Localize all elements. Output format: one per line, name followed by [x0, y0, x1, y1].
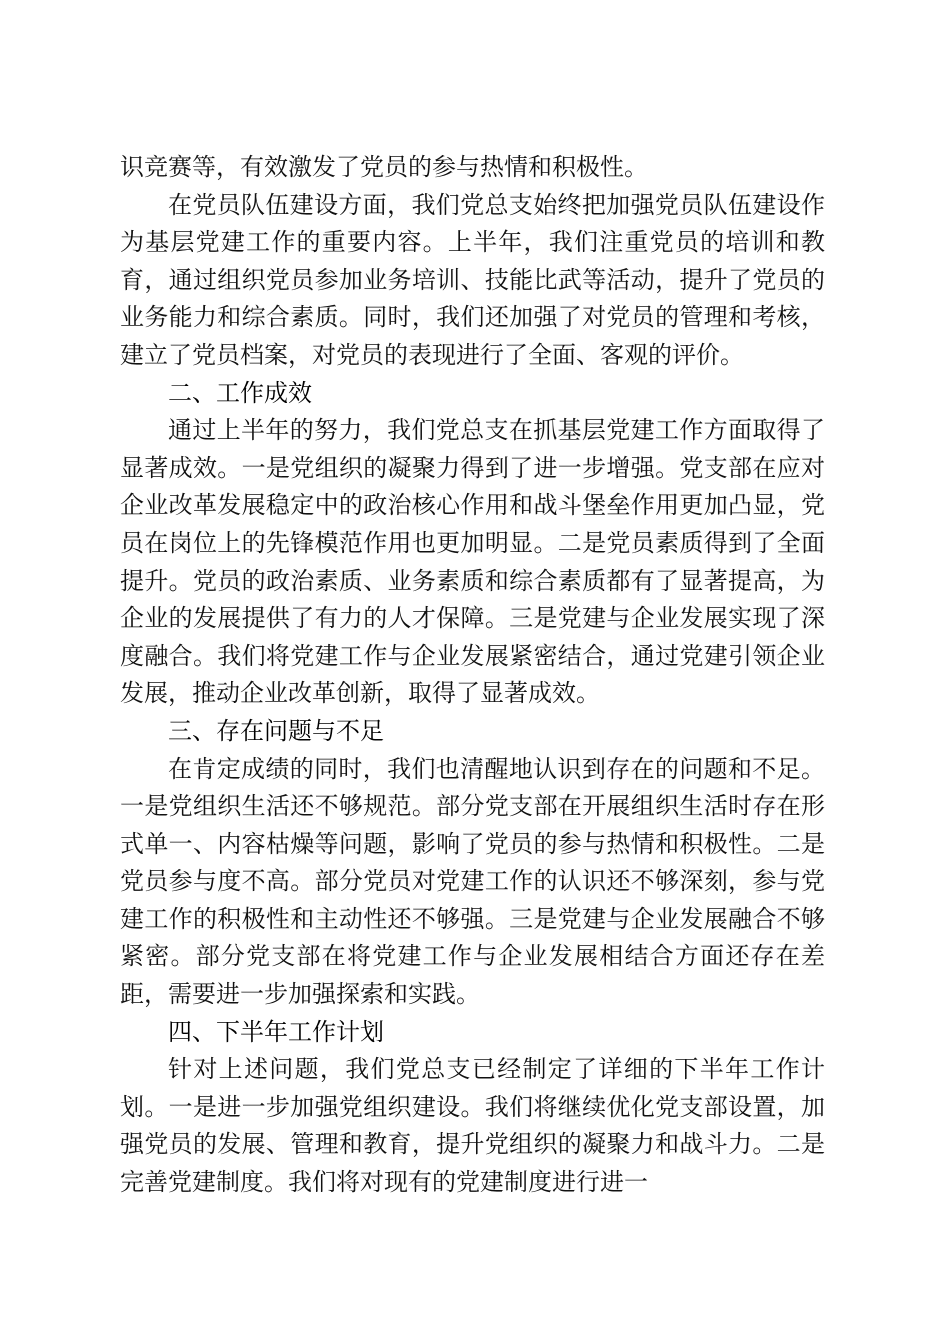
document-body [120, 149, 825, 1202]
section-heading-work-results: 二、工作成效 [168, 378, 312, 407]
paragraph-second-half-plan: 针对上述问题，我们党总支已经制定了详细的下半年工作计划。一是进一步加强党组织建设。我们将继续优化党支部设置，加强党员的发展、管理和教育，提升党组织的凝聚力和战斗力。二是完善党建制度。我们将对现有的党建制度进行进一 [120, 1055, 825, 1197]
paragraph-continuation: 识竞赛等，有效激发了党员的参与热情和积极性。 [120, 153, 648, 181]
paragraph-member-team-building: 在党员队伍建设方面，我们党总支始终把加强党员队伍建设作为基层党建工作的重要内容。上半年，我们注重党员的培训和教育，通过组织党员参加业务培训、技能比武等活动，提升了党员的业务能力和综合素质。同时，我们还加强了对党员的管理和考核，建立了党员档案，对党员的表现进行了全面、客观的评价。 [120, 190, 825, 369]
paragraph-work-results: 通过上半年的努力，我们党总支在抓基层党建工作方面取得了显著成效。一是党组织的凝聚力得到了进一步增强。党支部在应对企业改革发展稳定中的政治核心作用和战斗堡垒作用更加凸显，党员在岗位上的先锋模范作用也更加明显。二是党员素质得到了全面提升。党员的政治素质、业务素质和综合素质都有了显著提高，为企业的发展提供了有力的人才保障。三是党建与企业发展实现了深度融合。我们将党建工作与企业发展紧密结合，通过党建引领企业发展，推动企业改革创新，取得了显著成效。 [120, 416, 825, 708]
section-heading-problems: 三、存在问题与不足 [168, 716, 384, 745]
section-heading-second-half-plan: 四、下半年工作计划 [168, 1017, 384, 1046]
paragraph-problems: 在肯定成绩的同时，我们也清醒地认识到存在的问题和不足。一是党组织生活还不够规范。部分党支部在开展组织生活时存在形式单一、内容枯燥等问题，影响了党员的参与热情和积极性。二是党员参与度不高。部分党员对党建工作的认识还不够深刻，参与党建工作的积极性和主动性还不够强。三是党建与企业发展融合不够紧密。部分党支部在将党建工作与企业发展相结合方面还存在差距，需要进一步加强探索和实践。 [120, 754, 825, 1009]
